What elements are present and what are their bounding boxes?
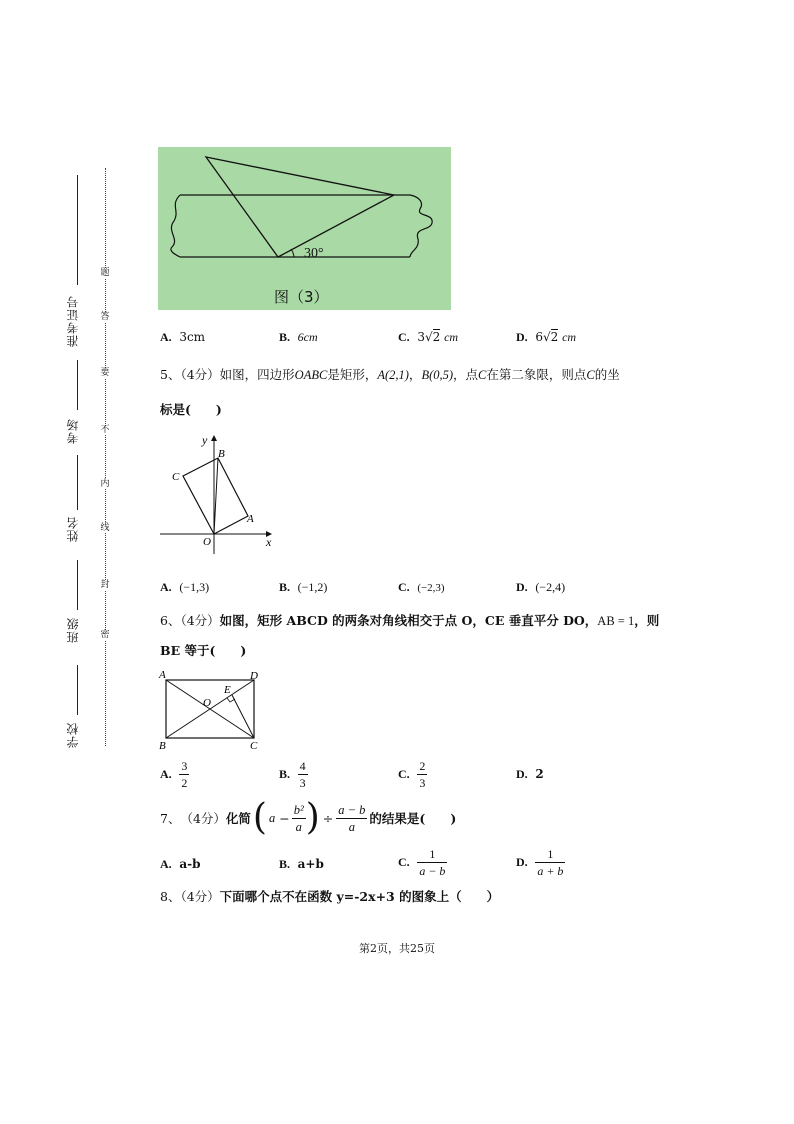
question-score: （4分） xyxy=(180,811,226,826)
q4-option-d[interactable] xyxy=(516,330,576,345)
q5-option-d[interactable] xyxy=(516,580,565,595)
label-y: y xyxy=(202,433,208,447)
fraction-numerator: 3 xyxy=(181,759,188,773)
q6-figure-svg xyxy=(158,668,266,752)
option-value: a-b xyxy=(179,857,201,871)
seal-mark-da: 答 xyxy=(100,312,110,322)
label-c: C xyxy=(172,471,180,483)
label-e: E xyxy=(224,684,231,696)
q7-stem xyxy=(160,797,457,838)
q5-text-e: 的坐 xyxy=(594,367,620,382)
fraction-numerator: 2 xyxy=(419,759,426,773)
q5-option-a[interactable] xyxy=(160,580,209,595)
q5-point-a: A(2,1) xyxy=(377,368,409,382)
option-value: a+b xyxy=(297,857,324,871)
q4-option-b[interactable] xyxy=(279,330,318,345)
fraction-numerator: 1 xyxy=(535,846,565,863)
seal-mark-nei: 内 xyxy=(100,479,110,489)
option-fraction xyxy=(535,846,565,879)
q6-option-b[interactable] xyxy=(279,758,308,791)
q5-point-c: C xyxy=(478,368,487,382)
q5-stem-line2: 标是( ) xyxy=(160,402,222,417)
q7-option-c[interactable] xyxy=(398,846,447,879)
label-a: A xyxy=(247,513,254,525)
expr-fraction-1 xyxy=(292,802,306,835)
q5-text-b: 是矩形， xyxy=(327,367,378,382)
field-label-zhunkaozheng: 准考证号 xyxy=(66,295,80,347)
option-label: A. xyxy=(160,330,172,344)
label-d: D xyxy=(250,670,258,682)
option-value: (−2,4) xyxy=(535,580,566,594)
q7-option-d[interactable] xyxy=(516,846,565,879)
option-value: 2 xyxy=(535,767,544,781)
q6-option-d[interactable] xyxy=(516,767,544,782)
option-radicand: 2 xyxy=(432,330,441,344)
fraction-denominator: a xyxy=(295,819,302,834)
q5-point-b: B(0,5) xyxy=(421,368,454,382)
field-line-xingming xyxy=(77,455,78,510)
q5-figure xyxy=(158,430,278,555)
q5-option-c[interactable] xyxy=(398,580,445,595)
option-label: B. xyxy=(279,857,291,871)
q5-stem xyxy=(160,365,620,383)
q6-option-c[interactable] xyxy=(398,758,427,791)
fraction-denominator: 3 xyxy=(299,776,306,790)
label-x: x xyxy=(266,535,272,549)
option-label: B. xyxy=(279,767,291,781)
option-label: C. xyxy=(398,580,410,594)
q8-stem xyxy=(160,887,499,905)
q8-text: 下面哪个点不在函数 y=-2x+3 的图象上（ ） xyxy=(219,889,500,904)
label-c: C xyxy=(250,740,258,752)
option-label: D. xyxy=(516,855,528,869)
q5-shape: OABC xyxy=(294,368,328,382)
option-value: 3cm xyxy=(179,330,206,344)
angle-label: 30° xyxy=(304,246,324,261)
option-value: 6cm xyxy=(297,330,318,344)
option-fraction xyxy=(298,758,308,791)
field-line-banji xyxy=(77,560,78,610)
q5-text-d: 在第二象限，则点 xyxy=(486,367,587,382)
option-label: D. xyxy=(516,767,528,781)
question-number: 6、 xyxy=(160,613,181,628)
segment-ce xyxy=(232,695,254,738)
option-label: D. xyxy=(516,330,528,344)
sqrt-icon: √ xyxy=(424,330,433,344)
figure-caption: 图（3） xyxy=(274,288,329,306)
seal-mark-ti: 题 xyxy=(100,268,110,278)
page-footer: 第2页，共25页 xyxy=(359,942,435,955)
option-value: (−2,3) xyxy=(417,582,445,594)
option-unit: cm xyxy=(444,330,459,344)
option-unit: cm xyxy=(562,330,577,344)
seal-dotted-line xyxy=(105,168,106,746)
diagonal-ob xyxy=(214,458,218,534)
option-label: C. xyxy=(398,767,410,781)
field-label-xingming: 姓名 xyxy=(66,516,80,542)
label-a: A xyxy=(159,669,166,681)
q6-figure xyxy=(158,668,266,752)
field-line-zhunkaozheng xyxy=(77,175,78,285)
option-radicand: 2 xyxy=(550,330,559,344)
q7-text-end: 的结果是( ) xyxy=(369,811,457,826)
field-label-xuexiao: 学校 xyxy=(66,722,80,748)
option-label: C. xyxy=(398,330,410,344)
paren-left-icon: ( xyxy=(252,797,267,838)
field-label-kaochang: 考场 xyxy=(66,418,80,444)
option-label: A. xyxy=(160,767,172,781)
expr-div: ÷ xyxy=(322,810,334,826)
q6-eq: AB = 1 xyxy=(597,614,635,628)
q6-text-end: ，则 xyxy=(634,613,660,628)
option-label: C. xyxy=(398,855,410,869)
q7-option-a[interactable] xyxy=(160,857,200,872)
option-fraction xyxy=(179,758,189,791)
fraction-numerator: b² xyxy=(293,802,304,817)
fraction-numerator: 4 xyxy=(299,759,306,773)
expr-minus: − xyxy=(279,810,290,826)
option-label: A. xyxy=(160,580,172,594)
fraction-denominator: a + b xyxy=(537,864,564,878)
paren-right-icon: ) xyxy=(305,797,320,838)
q5-figure-svg xyxy=(158,430,278,555)
option-label: D. xyxy=(516,580,528,594)
option-fraction xyxy=(417,846,447,879)
question-score: （4分） xyxy=(180,889,220,904)
q4-option-a[interactable] xyxy=(160,330,205,345)
option-label: B. xyxy=(279,330,291,344)
q4-option-c[interactable] xyxy=(398,330,458,345)
seal-mark-xian: 线 xyxy=(100,523,110,533)
field-label-banji: 班级 xyxy=(66,617,80,643)
option-fraction xyxy=(417,758,427,791)
question-score: （4分） xyxy=(180,613,220,628)
q5-option-b[interactable] xyxy=(279,580,327,595)
question-number: 5、 xyxy=(160,367,181,382)
q5-text-c: ，点 xyxy=(453,367,479,382)
expr-fraction-2 xyxy=(336,802,367,835)
fraction-numerator: 1 xyxy=(417,846,447,863)
option-label: A. xyxy=(160,857,172,871)
label-o: O xyxy=(203,697,211,709)
figure-3-svg xyxy=(158,147,451,310)
q7-text: 化简 xyxy=(225,811,251,826)
seal-mark-feng: 封 xyxy=(100,580,110,590)
q5-text-a: 如图，四边形 xyxy=(219,367,295,382)
field-line-xuexiao xyxy=(77,665,78,715)
q6-stem-line2: BE 等于( ) xyxy=(160,643,247,658)
option-label: B. xyxy=(279,580,291,594)
fraction-denominator: a xyxy=(348,819,355,834)
q6-option-a[interactable] xyxy=(160,758,189,791)
seal-mark-mi: 密 xyxy=(100,630,110,640)
question-number: 7、 xyxy=(160,811,181,826)
q6-text: 如图，矩形 ABCD 的两条对角线相交于点 O，CE 垂直平分 DO， xyxy=(219,613,598,628)
option-value: (−1,2) xyxy=(297,580,328,594)
q5-point-c-2: C xyxy=(586,368,595,382)
option-coef: 6 xyxy=(535,330,543,344)
fraction-numerator: a − b xyxy=(338,802,366,817)
q5-sep: ， xyxy=(408,367,422,382)
figure-3 xyxy=(158,147,451,310)
seal-mark-bu: 不 xyxy=(100,425,110,435)
label-b: B xyxy=(218,448,225,460)
fraction-denominator: 3 xyxy=(419,776,426,790)
option-value: (−1,3) xyxy=(179,580,210,594)
q6-stem xyxy=(160,611,659,629)
q7-option-b[interactable] xyxy=(279,857,324,872)
figure-3-background xyxy=(158,147,451,310)
fraction-denominator: 2 xyxy=(181,776,188,790)
seal-mark-yao: 要 xyxy=(100,368,110,378)
question-score: （4分） xyxy=(180,367,220,382)
option-coef: 3 xyxy=(417,330,425,344)
fraction-denominator: a − b xyxy=(419,864,446,878)
label-b: B xyxy=(159,740,166,752)
label-o: O xyxy=(203,536,211,548)
question-number: 8、 xyxy=(160,889,181,904)
field-line-kaochang xyxy=(77,360,78,410)
sqrt-icon: √ xyxy=(542,330,551,344)
expr-a: a xyxy=(268,810,276,825)
